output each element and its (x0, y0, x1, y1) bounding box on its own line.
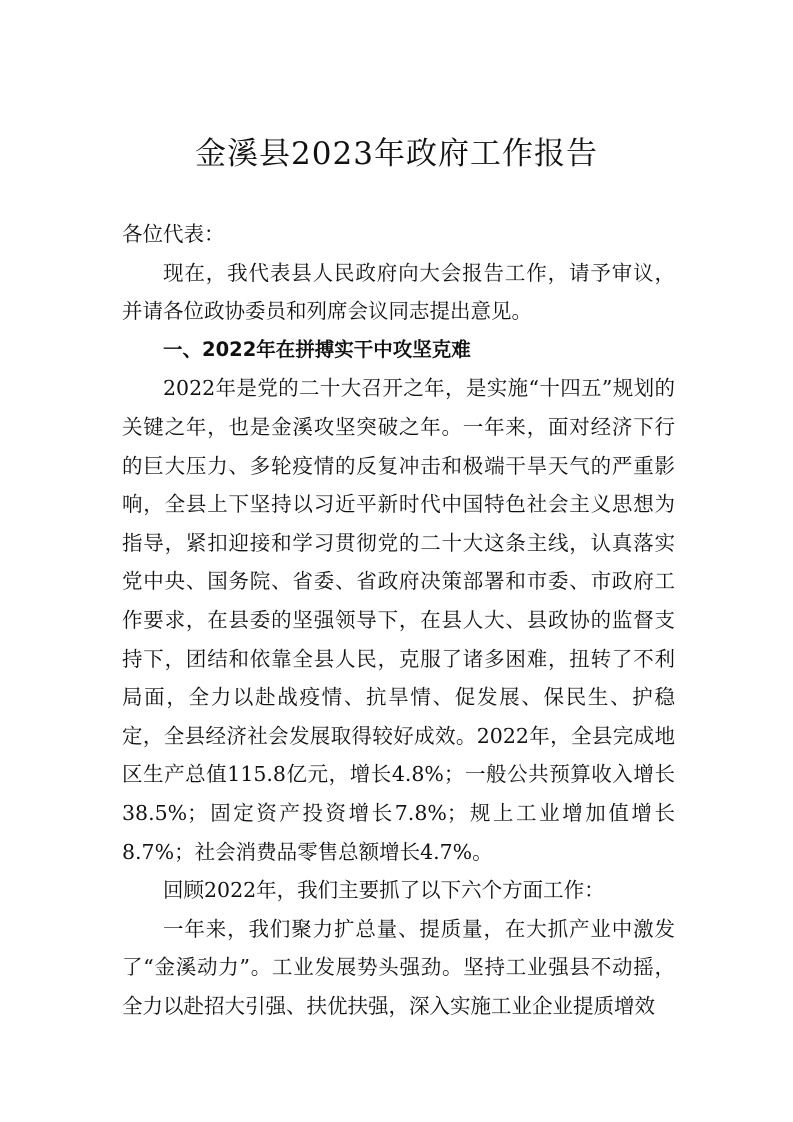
intro-paragraph: 现在，我代表县人民政府向大会报告工作，请予审议，并请各位政协委员和列席会议同志提出意见。 (122, 260, 675, 324)
salutation: 各位代表： (122, 222, 225, 246)
document-body (122, 215, 675, 1025)
body-paragraph: 一年来，我们聚力扩总量、提质量，在大抓产业中激发了“金溪动力”。工业发展势头强劲。坚持工业强县不动摇，全力以赴招大引强、扶优扶强，深入实施工业企业提质增效 (122, 916, 675, 1018)
section-heading: 一、2022年在拼搏实干中攻坚克难 (163, 337, 471, 361)
body-paragraph: 回顾2022年，我们主要抓了以下六个方面工作： (163, 878, 605, 903)
document-title: 金溪县2023年政府工作报告 (195, 136, 598, 172)
body-paragraph: 2022年是党的二十大召开之年，是实施“十四五”规划的关键之年，也是金溪攻坚突破之年。一年来，面对经济下行的巨大压力、多轮疫情的反复冲击和极端干旱天气的严重影响，全县上下坚持以习近平新时代中国特色社会主义思想为指导，紧扣迎接和学习贯彻党的二十大这条主线，认真落实党中央、国务院、省委、省政府决策部署和市委、市政府工作要求，在县委的坚强领导下，在县人大、县政协的监督支持下，团结和依靠全县人民，克服了诸多困难，扭转了不利局面，全力以赴战疫情、抗旱情、促发展、保民生、护稳定，全县经济社会发展取得较好成效。2022年，全县完成地区生产总值115.8亿元，增长4.8%；一般公共预算收入增长38.5%；固定资产投资增长7.8%；规上工业增加值增长8.7%；社会消费品零售总额增长4.7%。 (122, 376, 675, 864)
